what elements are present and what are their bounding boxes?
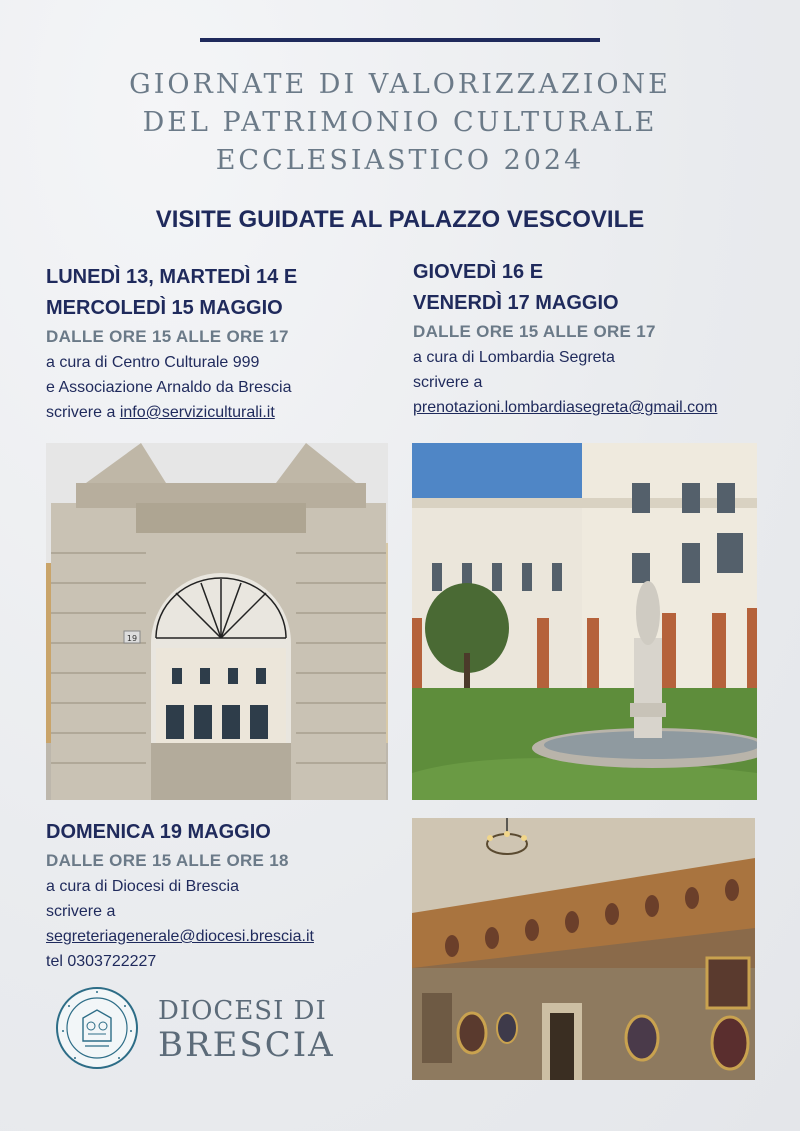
courtyard-illustration <box>412 443 757 800</box>
title-line-3: ECCLESIASTICO 2024 <box>215 145 585 176</box>
email-link[interactable]: info@serviziculturali.it <box>119 404 275 421</box>
hours-text: DALLE ORE 15 ALLE ORE 18 <box>46 851 289 870</box>
dates-heading-line-2: MERCOLEDÌ 15 MAGGIO <box>46 297 283 319</box>
page-title <box>0 66 800 180</box>
hours-text: DALLE ORE 15 ALLE ORE 17 <box>46 327 289 346</box>
gate-number-sign: 19 <box>126 634 138 643</box>
email-link[interactable]: prenotazioni.lombardiasegreta@gmail.com <box>413 399 718 416</box>
schedule-block-bottom <box>46 817 314 974</box>
phone-text: tel 0303722227 <box>46 953 157 970</box>
contact-line <box>46 400 297 425</box>
write-to-label: scrivere a <box>46 404 116 421</box>
top-divider <box>200 38 600 42</box>
diocese-wordmark <box>158 994 335 1065</box>
hall-illustration <box>412 818 755 1080</box>
wordmark-line-1: DIOCESI DI <box>158 996 327 1026</box>
wordmark-line-2: BRESCIA <box>158 1025 335 1065</box>
organizer-line-2: e Associazione Arnaldo da Brescia <box>46 379 292 396</box>
title-line-2: DEL PATRIMONIO CULTURALE <box>142 107 658 138</box>
photo-stone-gate <box>46 443 388 800</box>
dates-heading-line-1: LUNEDÌ 13, MARTEDÌ 14 E <box>46 266 298 288</box>
organizer-line-1: a cura di Centro Culturale 999 <box>46 354 260 371</box>
page-subtitle: VISITE GUIDATE AL PALAZZO VESCOVILE <box>155 206 645 233</box>
schedule-block-left <box>46 262 297 425</box>
schedule-block-right <box>413 257 717 420</box>
dates-heading-line-2: VENERDÌ 17 MAGGIO <box>413 292 619 314</box>
photo-frescoed-hall <box>412 818 755 1080</box>
photo-courtyard <box>412 443 757 800</box>
diocese-seal-logo <box>55 986 139 1070</box>
gate-illustration <box>46 443 388 800</box>
write-to-label: scrivere a <box>46 903 116 920</box>
dates-heading-line-1: GIOVEDÌ 16 E <box>413 261 544 283</box>
write-to-label: scrivere a <box>413 374 483 391</box>
date-heading: DOMENICA 19 MAGGIO <box>46 821 271 843</box>
title-line-1: GIORNATE DI VALORIZZAZIONE <box>129 69 671 100</box>
hours-text: DALLE ORE 15 ALLE ORE 17 <box>413 322 656 341</box>
organizer-line: a cura di Diocesi di Brescia <box>46 878 239 895</box>
organizer-line: a cura di Lombardia Segreta <box>413 349 615 366</box>
email-link[interactable]: segreteriagenerale@diocesi.brescia.it <box>46 928 314 945</box>
